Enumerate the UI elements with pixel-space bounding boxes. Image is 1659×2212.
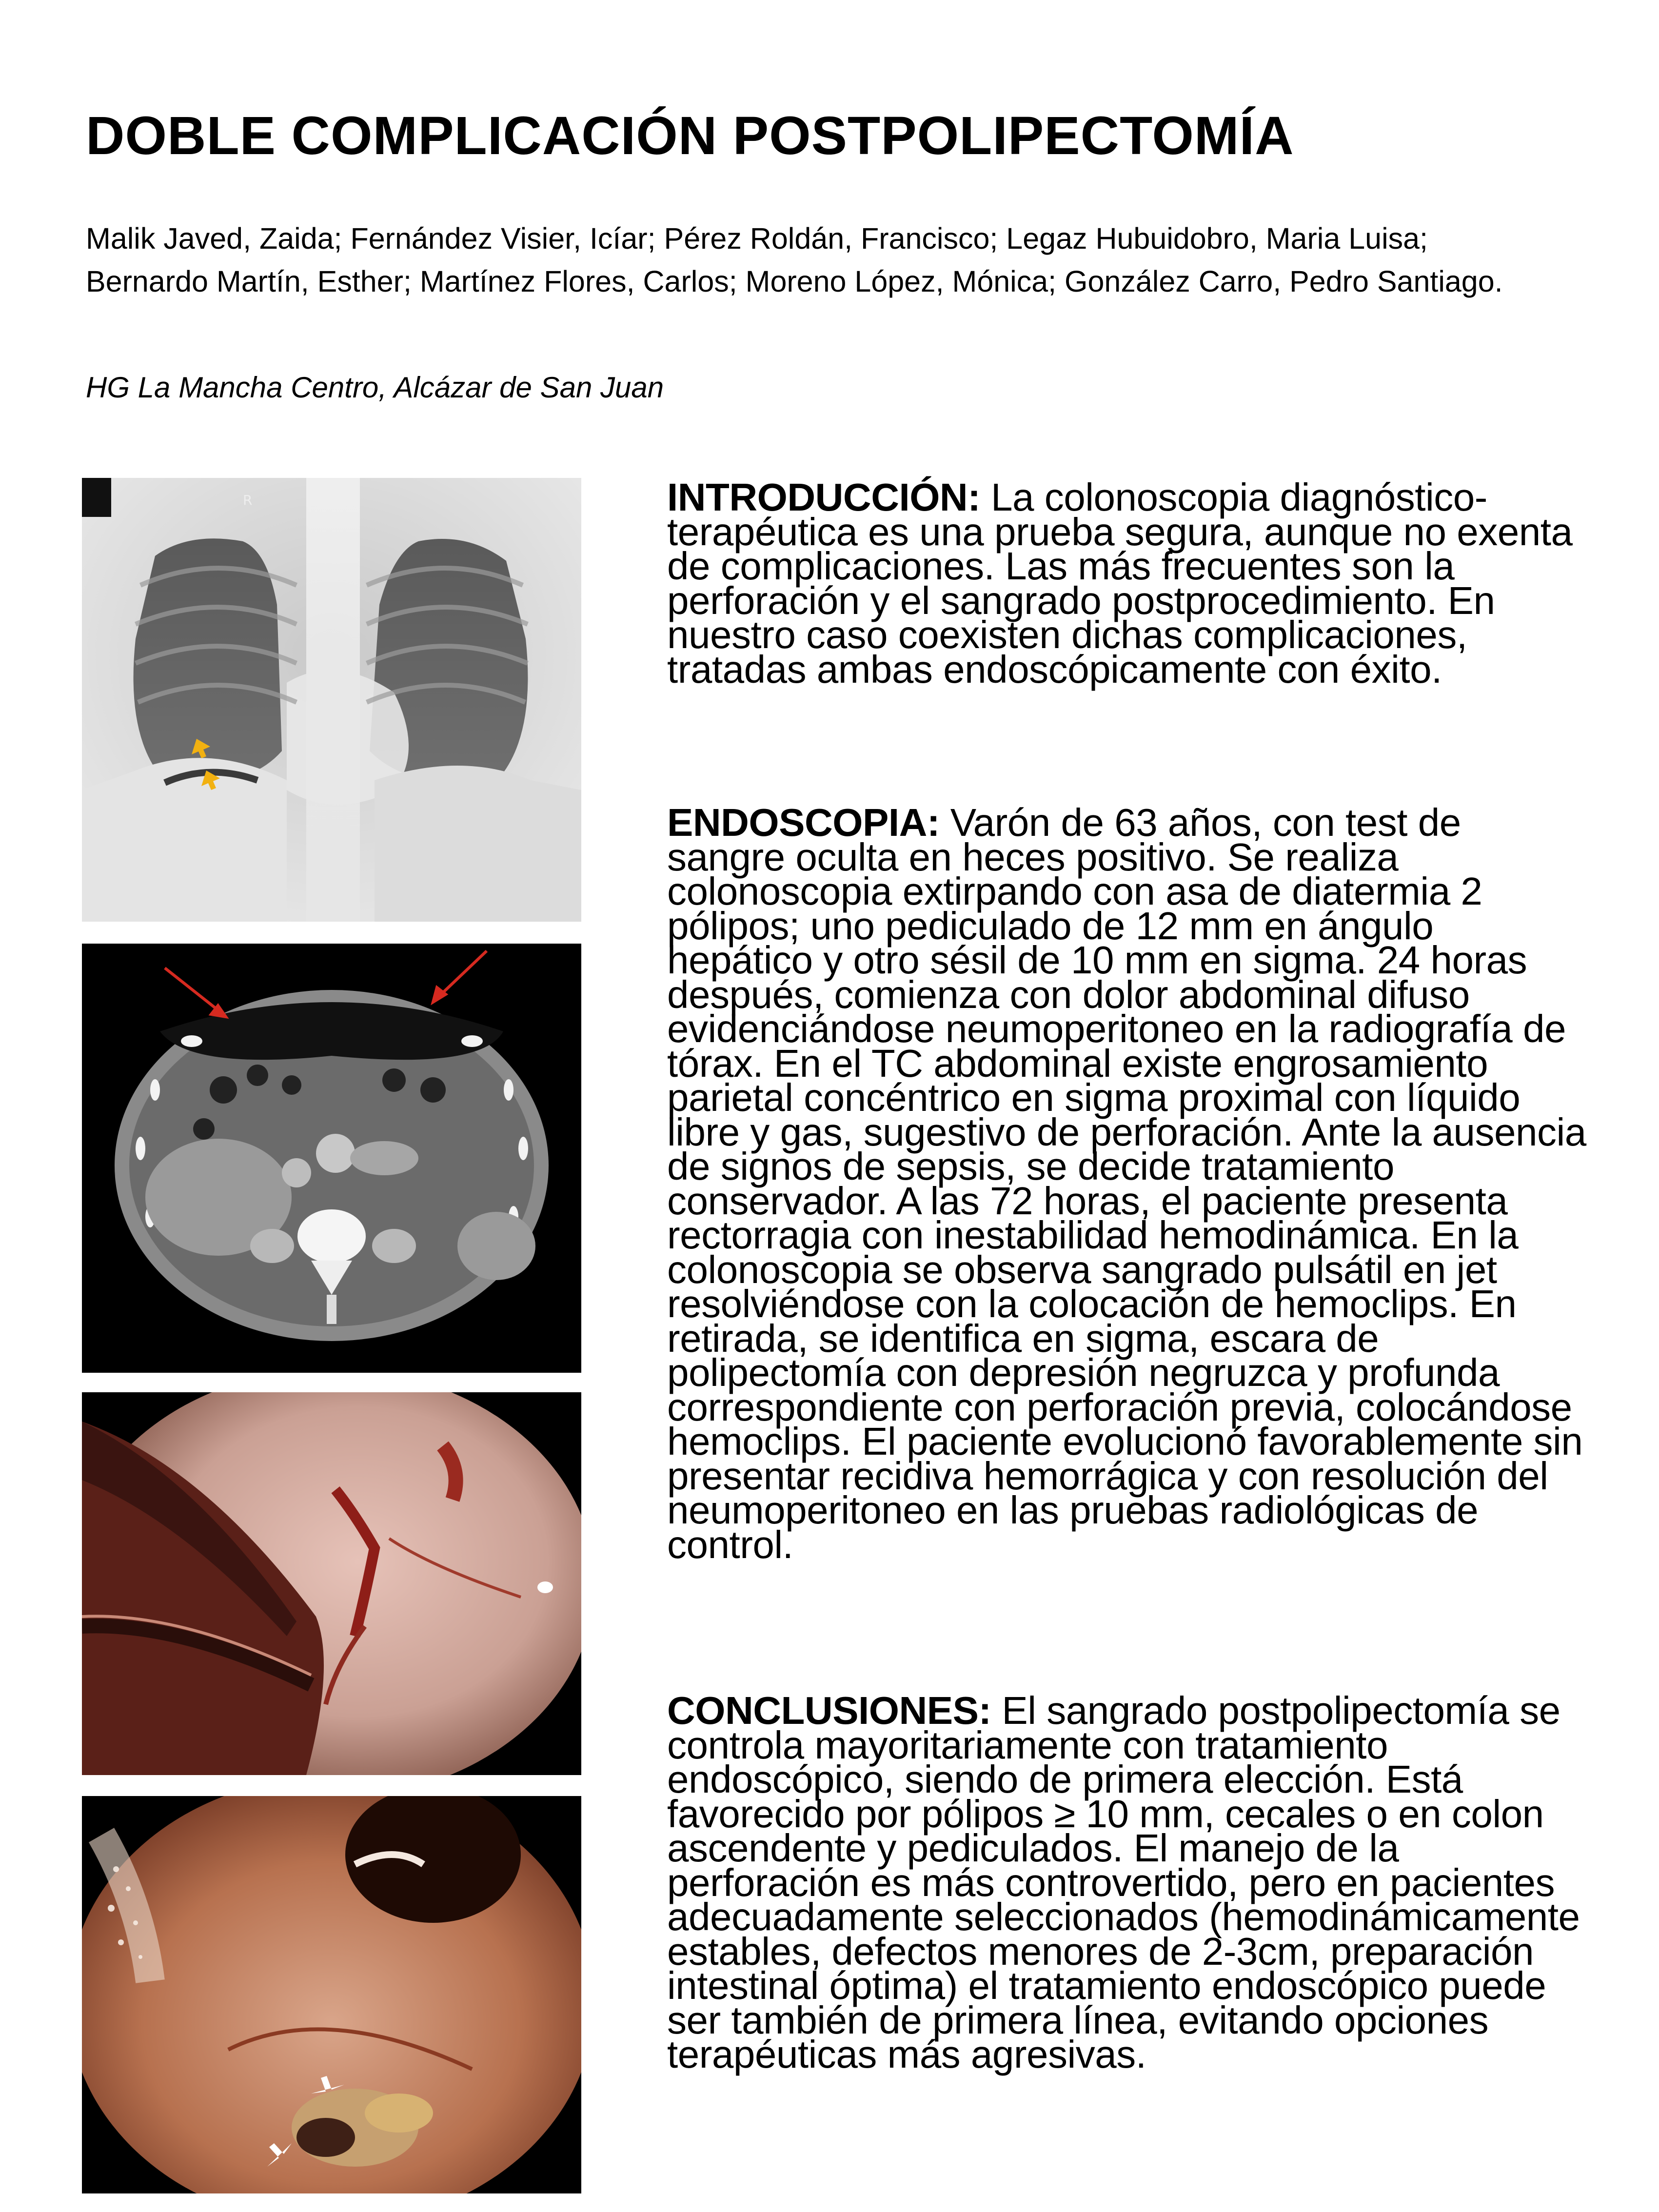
affiliation: HG La Mancha Centro, Alcázar de San Juan [86,371,664,404]
poster-title: DOBLE COMPLICACIÓN POSTPOLIPECTOMÍA [86,106,1294,166]
endoscopy-body: Varón de 63 años, con test de sangre oculta en heces positivo. Se realiza colonoscopia extirpando con asa de diatermia 2 pólipos; uno pediculado de 12 mm en ángulo hepático y otro sésil de 10 mm en sigma. 24 horas después, comienza con dolor abdominal difuso evidenciándose neumoperitoneo en la radiografía de tórax. En el TC abdominal existe engrosamiento parietal concéntrico en sigma proximal con líquido libre y gas, sugestivo de perforación. Ante la ausencia de signos de sepsis, se decide tratamiento conservador. A las 72 horas, el paciente presenta rectorragia con inestabilidad hemodinámica. En la colonoscopia se observa sangrado pulsátil en jet resolviéndose con la colocación de hemoclips. En retirada, se identifica en sigma, escara de polipectomía con depresión negruzca y profunda correspondiente con perforación previa, colocándose hemoclips. El paciente evolucionó favorablemente sin presentar recidiva hemorrágica y con resolución del neumoperitoneo en las pruebas radiológicas de control. [667,801,1586,1566]
endoscopy-section [667,801,1589,1566]
abdominal-ct-image [82,944,581,1373]
introduction-heading: INTRODUCCIÓN: [667,475,981,519]
endoscopy-scar-image [82,1796,581,2193]
conclusions-body: El sangrado postpolipectomía se controla mayoritariamente con tratamiento endoscópico, siendo de primera elección. Está favorecido por pólipos ≥ 10 mm, cecales o en colon ascendente y pediculados. El manejo de la perforación es más controvertido, pero en pacientes adecuadamente seleccionados (hemodinámicamente estables, defectos menores de 2-3cm, preparación intestinal óptima) el tratamiento endoscópico puede ser también de primera línea, evitando opciones terapéuticas más agresivas. [667,1689,1580,2076]
chest-xray-image [82,478,581,922]
conclusions-section [667,1689,1589,2076]
xray-marker-label: R [243,492,253,508]
introduction-section [667,475,1589,691]
endoscopy-bleeding-image [82,1392,581,1775]
endoscopy-heading: ENDOSCOPIA: [667,801,940,844]
introduction-body: La colonoscopia diagnóstico-terapéutica es una prueba segura, aunque no exenta de complicaciones. Las más frecuentes son la perforación y el sangrado postprocedimiento. En nuestro caso coexisten dichas complicaciones, tratadas ambas endoscópicamente con éxito. [667,475,1573,691]
conclusions-heading: CONCLUSIONES: [667,1689,991,1732]
author-list: Malik Javed, Zaida; Fernández Visier, Icíar; Pérez Roldán, Francisco; Legaz Hubuidobro, Maria Luisa; Bernardo Martín, Esther; Martínez Flores, Carlos; Moreno López, Mónica; González Carro, Pedro Santiago. [86,222,1503,298]
